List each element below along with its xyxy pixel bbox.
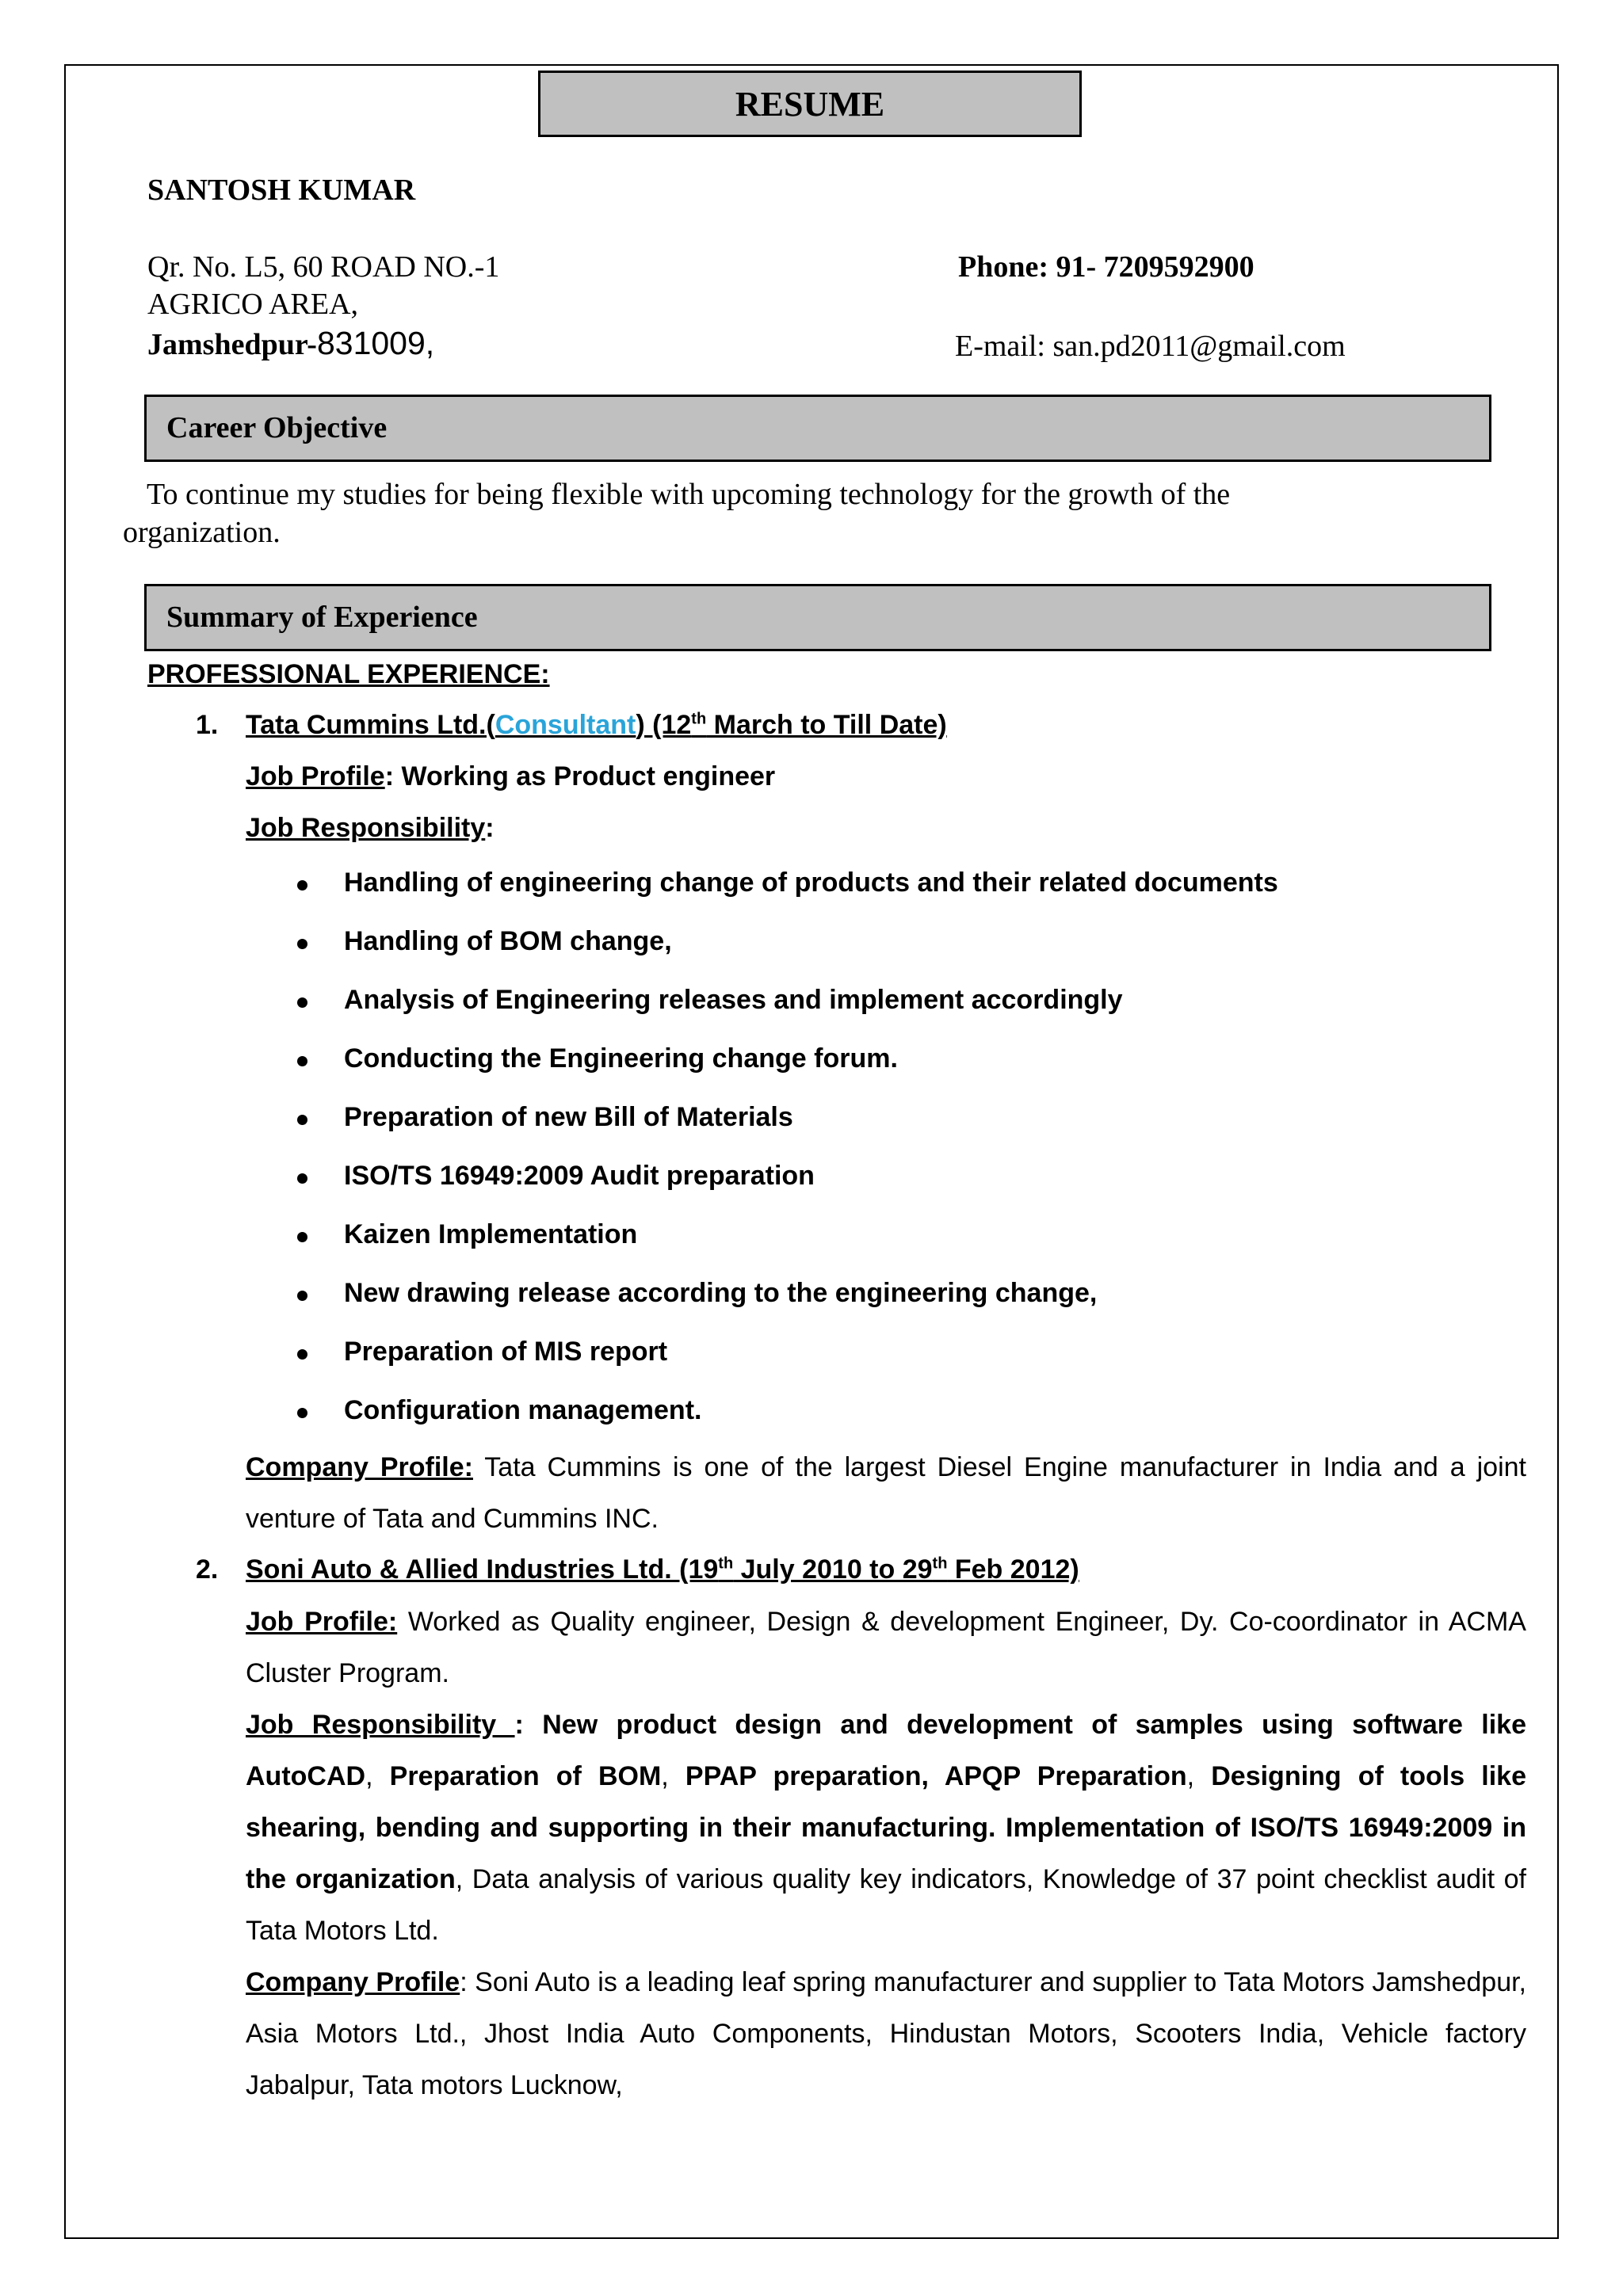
job-2-resp-seg3: Preparation of BOM bbox=[389, 1761, 662, 1791]
responsibility-item: Configuration management. bbox=[344, 1395, 702, 1425]
responsibility-item: Handling of engineering change of products and their related documents bbox=[344, 868, 1278, 898]
job-2-date-end: Feb 2012) bbox=[947, 1554, 1079, 1585]
job-2-date-sup-1: th bbox=[718, 1554, 734, 1573]
bullet-dot bbox=[297, 1408, 307, 1418]
job-2-resp-seg5: PPAP preparation, APQP Preparation bbox=[685, 1761, 1187, 1791]
job-1-number: 1. bbox=[196, 710, 219, 740]
job-2-profile-text: Worked as Quality engineer, Design & development Engineer, Dy. Co-coordinator in ACMA Cluster Program. bbox=[246, 1607, 1526, 1688]
job-1-responsibility-heading bbox=[246, 813, 495, 844]
bullet-dot bbox=[297, 1173, 307, 1184]
responsibility-item: Kaizen Implementation bbox=[344, 1219, 638, 1249]
job-1-profile bbox=[246, 761, 775, 792]
job-2-responsibility bbox=[246, 1699, 1526, 1957]
summary-experience-heading: Summary of Experience bbox=[144, 584, 1491, 651]
job-2-date-mid: July 2010 to 29 bbox=[733, 1554, 933, 1585]
bullet-dot bbox=[297, 1349, 307, 1360]
job-2-resp-seg1: : New product design and development of samples using software like AutoCAD bbox=[246, 1710, 1526, 1791]
bullet-dot bbox=[297, 939, 307, 949]
job-1-resp-colon: : bbox=[485, 813, 495, 843]
job-1-resp-label: Job Responsibility bbox=[246, 813, 486, 843]
resume-banner: RESUME bbox=[538, 71, 1082, 137]
phone-number: Phone: 91- 7209592900 bbox=[958, 250, 1254, 284]
job-1-date-end: March to Till Date) bbox=[706, 710, 947, 740]
career-objective-text bbox=[123, 475, 1486, 551]
objective-line-2: organization. bbox=[123, 516, 281, 549]
job-2-profile bbox=[246, 1596, 1526, 1699]
job-1-date-start: ) (12 bbox=[636, 710, 692, 740]
job-1-profile-label: Job Profile bbox=[246, 761, 385, 791]
responsibility-item: Conducting the Engineering change forum. bbox=[344, 1043, 898, 1074]
bullet-dot bbox=[297, 997, 307, 1008]
job-2-resp-seg7: Designing of tools like shearing, bending and supporting in their manufacturing. Implementation of ISO/TS 16949:2009 in the organization bbox=[246, 1761, 1526, 1894]
job-2-number: 2. bbox=[196, 1554, 219, 1585]
bullet-dot bbox=[297, 1291, 307, 1301]
job-1-company: Tata Cummins Ltd.( bbox=[246, 710, 495, 740]
city-label: Jamshedpur- bbox=[147, 328, 317, 361]
job-1-profile-text: : Working as Product engineer bbox=[384, 761, 776, 791]
responsibility-item: Handling of BOM change, bbox=[344, 926, 672, 956]
responsibility-item: New drawing release according to the engineering change, bbox=[344, 1278, 1098, 1308]
job-2-company-profile-text: : Soni Auto is a leading leaf spring manufacturer and supplier to Tata Motors Jamshedpur, Asia Motors Ltd., Jhost India Auto Components, Hindustan Motors, Scooters India, Vehicle factory Jabalpur, Tata motors Lucknow, bbox=[246, 1967, 1526, 2100]
address-line-2: AGRICO AREA, bbox=[147, 288, 359, 321]
job-1-company-profile bbox=[246, 1442, 1526, 1545]
job-1-company-profile-label: Company Profile: bbox=[246, 1452, 473, 1482]
bullet-dot bbox=[297, 880, 307, 891]
bullet-dot bbox=[297, 1232, 307, 1242]
job-2-resp-seg6: , bbox=[1186, 1761, 1212, 1791]
job-2-company-profile-label: Company Profile bbox=[246, 1967, 460, 1997]
email-address: E-mail: san.pd2011@gmail.com bbox=[955, 330, 1346, 363]
job-2-company: Soni Auto & Allied Industries Ltd. (19 bbox=[246, 1554, 719, 1585]
bullet-dot bbox=[297, 1056, 307, 1066]
responsibility-item: Analysis of Engineering releases and implement accordingly bbox=[344, 985, 1123, 1015]
job-2-profile-label: Job Profile: bbox=[246, 1607, 398, 1637]
address-line-1: Qr. No. L5, 60 ROAD NO.-1 bbox=[147, 250, 500, 284]
consultant-link[interactable]: Consultant bbox=[495, 710, 636, 740]
responsibility-item: Preparation of MIS report bbox=[344, 1337, 668, 1367]
job-1-date-sup: th bbox=[691, 710, 707, 728]
responsibility-item: ISO/TS 16949:2009 Audit preparation bbox=[344, 1161, 815, 1191]
job-2-resp-seg2: , bbox=[365, 1761, 390, 1791]
bullet-dot bbox=[297, 1115, 307, 1125]
job-2-title bbox=[246, 1554, 1079, 1585]
job-1-company-profile-text: Tata Cummins is one of the largest Diesel Engine manufacturer in India and a joint venture of Tata and Cummins INC. bbox=[246, 1452, 1526, 1534]
candidate-name: SANTOSH KUMAR bbox=[147, 174, 416, 207]
career-objective-heading: Career Objective bbox=[144, 395, 1491, 462]
objective-line-1: To continue my studies for being flexible with upcoming technology for the growth of the bbox=[147, 478, 1231, 511]
address-city bbox=[147, 325, 434, 362]
job-2-company-profile bbox=[246, 1957, 1526, 2111]
job-2-resp-seg8: , Data analysis of various quality key indicators, Knowledge of 37 point checklist audit of Tata Motors Ltd. bbox=[246, 1864, 1526, 1946]
responsibility-item: Preparation of new Bill of Materials bbox=[344, 1102, 793, 1132]
professional-experience-heading: PROFESSIONAL EXPERIENCE: bbox=[147, 659, 550, 689]
job-2-resp-seg4: , bbox=[661, 1761, 685, 1791]
job-1-title bbox=[246, 710, 947, 741]
job-2-date-sup-2: th bbox=[932, 1554, 948, 1573]
job-2-resp-label: Job Responsibility bbox=[246, 1710, 515, 1740]
pin-code: 831009, bbox=[316, 325, 435, 361]
